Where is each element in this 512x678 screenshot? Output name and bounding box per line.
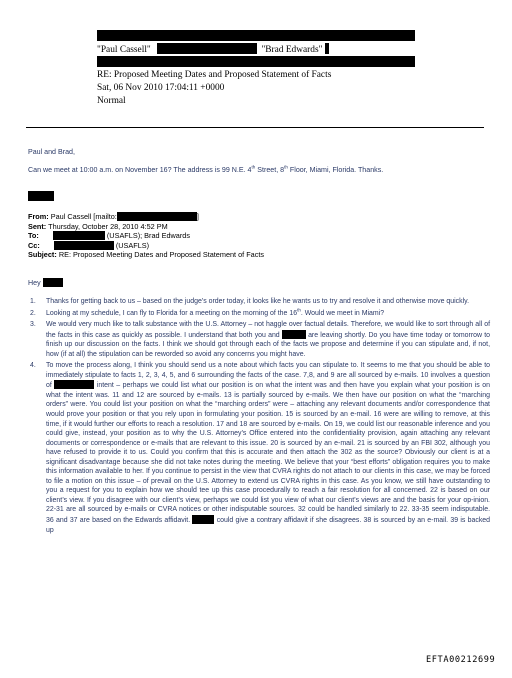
bates-stamp: EFTA00212699 [426, 655, 496, 665]
header-to-value [97, 43, 329, 55]
list-item-text: . Would we meet in Miami? [300, 309, 385, 317]
fwd-to-label: To: [28, 231, 39, 241]
redaction-bar [53, 231, 105, 240]
redaction-bar [97, 30, 415, 41]
list-item [28, 309, 490, 319]
fwd-from-row [28, 212, 264, 222]
header-to-name-1: "Paul Cassell" [97, 45, 151, 55]
forwarded-header [28, 212, 264, 260]
redaction-bar [28, 191, 54, 201]
list-item [28, 297, 490, 307]
list-item-text: Thanks for getting back to us – based on the judge’s order today, it looks like he wants us to try and resolve it and otherwise move quickly. [46, 298, 470, 305]
reply-greeting: Paul and Brad, [28, 148, 75, 156]
list-item-text: To move the process along, I think you should send us a note about which facts you can stipulate to. It seems to me that you should be able to immediately stipulate to facts 1, 2, 3, 4, 5, and 6 surrounding the facts of the case. 7,8, and 9 are all sourced by e-mails. 10 involves a question of [46, 362, 490, 390]
header-importance-value: Normal [97, 96, 126, 106]
header-cc-value [97, 56, 415, 68]
redaction-bar [43, 278, 63, 287]
redaction-bar [192, 515, 214, 524]
redaction-bar [282, 330, 306, 339]
list-item [28, 361, 490, 535]
redaction-bar [54, 380, 94, 389]
list-item-text: intent – perhaps we could list what our position is on what the intent was and then have you explain what your position is on what the intent was. 11 and 12 are sourced by e-mails. 13 is partially sourced by e-mails. We then have our position on what the “marching orders” were. You could list your position on what the “marching orders” were – attaching any relevant documents and/or correspondence that would prove your position or that you rely upon in formulating your position. 15 is sourced by an e-mail. 16 were are willing to remove, at this time, if it would further our efforts to reach a resolution. 17 and 18 are sourced by e-mails. On 19, we could list our reasonable inference and you could give, instead, your position as to why the U.S. Attorney’s Office entered into the confidentiality provision, again attaching any relevant documents or correspondence or e-mails that are relevant to this issue. 20 is sourced by an e-mail. 21 is sourced by an FBI 302, although you have refused to provide it to us. Could you confirm that this is accurate and then attach the 302 as the source? Obviously our client is at a significant disadvantage because she did not take notes during the meeting. We believe that your “best efforts” obligation requires you to make this information available to her. If you continue to persist in the view that CVRA rights do not attach to our clients in this case, we may be forced to file a motion on this issue – of prevail on the U.S. Attorney to extend us CVRA rights in this case. As you know, we still have outstanding to you a request for you to explain how we should tee up this case procedurally to reach a fair resolution for all concerned. 22 is based on our client’s view. If you disagree with our client’s view, perhaps we could list you view of what our client’s views are and the basis for your op-inion. 22-31 are all sourced by e-mails or CVRA notices or other indisputable sources. 32 could be handled similarly to 22. 33-35 seem indisputable. 36 and 37 are based on the Edwards affidavit. [46, 382, 490, 525]
reply-meeting-line [28, 165, 383, 175]
fwd-to-row [28, 231, 264, 241]
header-date-value: Sat, 06 Nov 2010 17:04:11 +0000 [97, 83, 225, 93]
fwd-cc-label: Cc: [28, 240, 40, 250]
fwd-cc-value: (USAFLS) [115, 240, 150, 250]
reply-line-text: Can we meet at 10:00 a.m. on November 16? The address is 99 N.E. 4 [28, 166, 252, 174]
list-item-superscript: th [297, 307, 301, 313]
fwd-subject-row [28, 250, 264, 260]
fwd-sent-label: Sent: [28, 221, 47, 231]
reply-signature [28, 191, 54, 202]
list-item [28, 320, 490, 359]
fwd-from-label: From: [28, 212, 49, 221]
redaction-bar [325, 43, 329, 54]
header-to-name-2: "Brad Edwards" [261, 45, 323, 55]
list-item-number: 1. [30, 298, 36, 305]
list-item-text: are leaving shortly. Do you have time today or tomorrow to finish up our discussion on the facts. I think we should got through each of the facts we propose and determine if you can stipulate and, if not, how (if at all) the stipulation can be reworded so avoid any concerns you might have. [46, 331, 490, 358]
redaction-bar [97, 56, 415, 67]
reply-superscript: th [251, 164, 256, 170]
reply-line-text: Floor, Miami, Florida. Thanks. [287, 166, 384, 174]
redaction-bar [54, 241, 114, 250]
list-item-text: We would very much like to talk substance with the U.S. Attorney – not haggle over factual details. Therefore, we would like to sort through all of the facts in this case as quickly as possible. I understand that both you and [46, 321, 490, 339]
list-item-number: 4. [30, 362, 36, 370]
redaction-bar [157, 43, 257, 54]
list-item-number: 3. [30, 321, 36, 329]
list-item-text: could give a contrary affidavit if she disagrees. 38 is sourced by an e-mail. 39 is backed up [46, 517, 491, 534]
reply-superscript: th [284, 164, 288, 170]
fwd-to-value: (USAFLS); Brad Edwards [106, 231, 191, 241]
fwd-subject-value: RE: Proposed Meeting Dates and Proposed Statement of Facts [58, 250, 265, 260]
fwd-subject-label: Subject: [28, 250, 57, 260]
header-from-value [97, 30, 415, 42]
numbered-items [28, 297, 490, 537]
list-item-text: Looking at my schedule, I can fly to Florida for a meeting on the morning of the 16 [46, 309, 298, 317]
fwd-sent-value: Thursday, October 28, 2010 4:52 PM [48, 221, 168, 231]
fwd-sent-row [28, 222, 264, 232]
header-divider [26, 127, 484, 128]
header-subject-value: RE: Proposed Meeting Dates and Proposed Statement of Facts [97, 70, 332, 80]
redaction-bar [117, 212, 197, 221]
salutation [28, 278, 63, 288]
fwd-cc-row [28, 241, 264, 251]
salutation-text: Hey [28, 279, 41, 287]
list-item-number: 2. [30, 309, 36, 317]
fwd-from-value: Paul Cassell [mailto: [50, 212, 117, 221]
reply-line-text: Street, 8 [255, 166, 285, 174]
fwd-from-end: ] [196, 212, 199, 221]
